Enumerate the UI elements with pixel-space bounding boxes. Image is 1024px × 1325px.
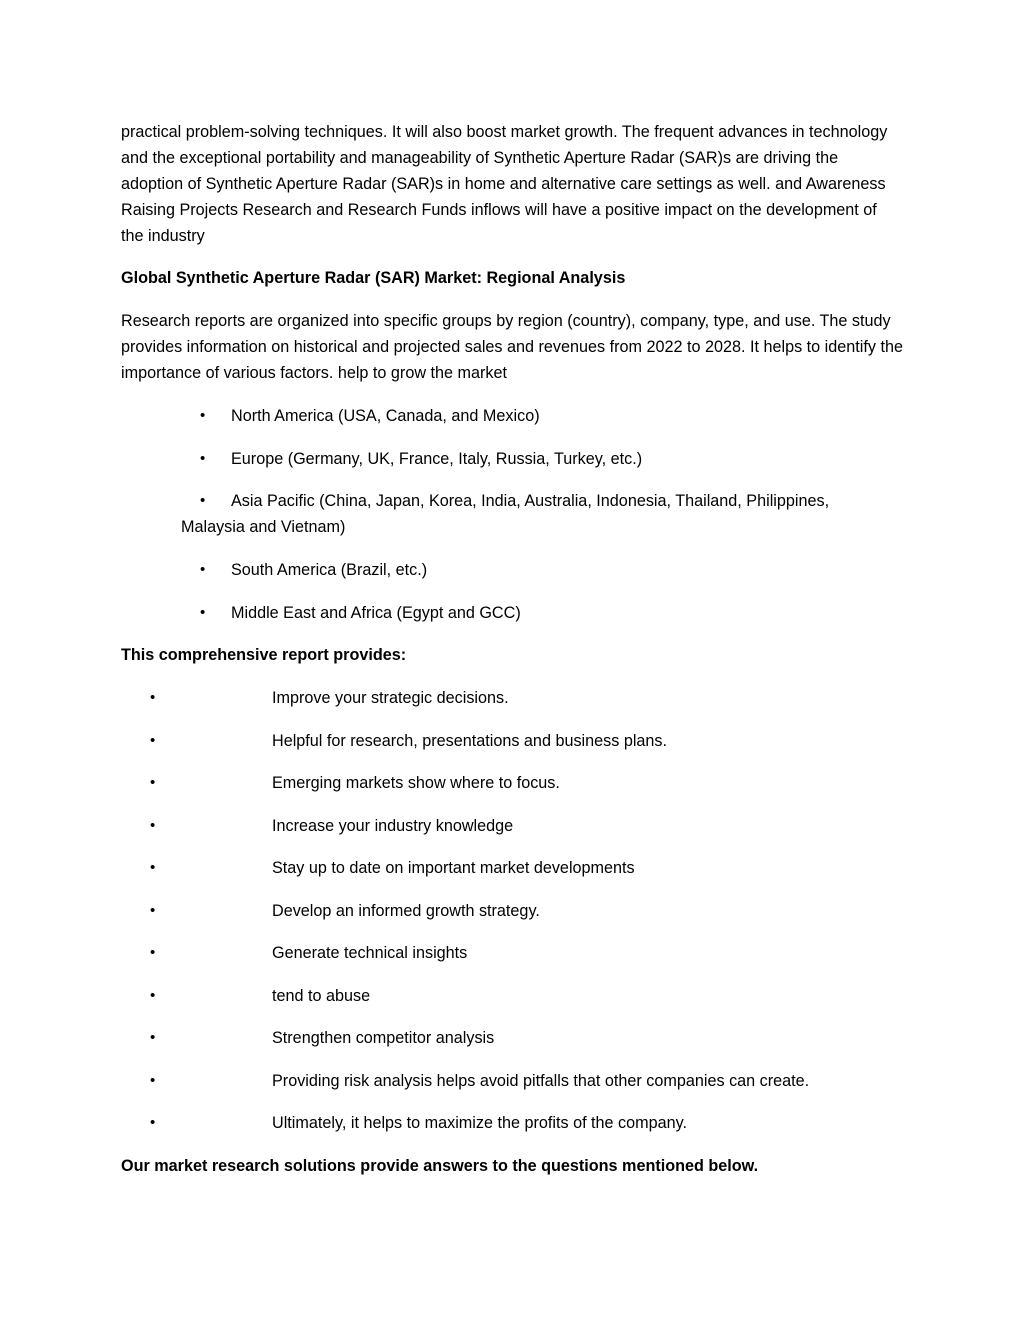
list-item bbox=[121, 685, 911, 711]
list-item bbox=[121, 813, 911, 839]
provides-list bbox=[121, 685, 911, 1136]
list-item bbox=[121, 557, 911, 583]
list-item bbox=[121, 898, 911, 924]
bullet-icon: • bbox=[150, 1114, 156, 1131]
bullet-icon: • bbox=[150, 1071, 156, 1089]
bullet-icon: • bbox=[150, 1029, 156, 1046]
list-item bbox=[121, 983, 911, 1009]
bullet-icon: • bbox=[200, 407, 206, 424]
bullet-icon: • bbox=[150, 774, 156, 791]
bullet-icon: • bbox=[150, 901, 156, 919]
bullet-icon: • bbox=[150, 689, 156, 706]
list-item bbox=[121, 770, 911, 796]
bullet-icon: • bbox=[150, 986, 156, 1004]
regional-analysis-paragraph: Research reports are organized into specific groups by region (country), company, type, and use. The study provides information on historical and projected sales and revenues from 2022 to 2028. It helps to identify the importance of various factors. help to grow the market bbox=[121, 312, 903, 382]
document-page bbox=[121, 119, 911, 1179]
provides-item-label: Improve your strategic decisions. bbox=[272, 689, 509, 707]
list-item bbox=[121, 1110, 911, 1136]
bullet-icon: • bbox=[200, 492, 206, 509]
regional-analysis-heading: Global Synthetic Aperture Radar (SAR) Market: Regional Analysis bbox=[121, 269, 626, 287]
closing-heading: Our market research solutions provide answers to the questions mentioned below. bbox=[121, 1156, 759, 1175]
list-item bbox=[121, 600, 911, 626]
list-item bbox=[121, 1068, 911, 1094]
provides-item-label: Develop an informed growth strategy. bbox=[272, 901, 540, 920]
provides-item-label: Strengthen competitor analysis bbox=[272, 1029, 495, 1047]
provides-item-label: Emerging markets show where to focus. bbox=[272, 774, 560, 792]
region-label: Europe (Germany, UK, France, Italy, Russia, Turkey, etc.) bbox=[231, 450, 643, 468]
region-label: Middle East and Africa (Egypt and GCC) bbox=[231, 604, 521, 622]
provides-item-label: Stay up to date on important market developments bbox=[272, 859, 635, 877]
region-label: North America (USA, Canada, and Mexico) bbox=[231, 407, 540, 425]
provides-item-label: tend to abuse bbox=[272, 986, 371, 1005]
list-item bbox=[121, 488, 851, 540]
region-label: South America (Brazil, etc.) bbox=[231, 561, 428, 579]
bullet-icon: • bbox=[200, 450, 206, 467]
region-label: Asia Pacific (China, Japan, Korea, India, Australia, Indonesia, Thailand, Philippines, Malaysia and Vietnam) bbox=[181, 492, 830, 536]
bullet-icon: • bbox=[200, 604, 206, 621]
bullet-icon: • bbox=[150, 859, 156, 876]
bullet-icon: • bbox=[200, 561, 206, 578]
regions-list bbox=[121, 403, 911, 626]
bullet-icon: • bbox=[150, 731, 156, 749]
provides-item-label: Generate technical insights bbox=[272, 944, 468, 962]
bullet-icon: • bbox=[150, 944, 156, 961]
provides-item-label: Ultimately, it helps to maximize the profits of the company. bbox=[272, 1114, 688, 1132]
list-item bbox=[121, 446, 911, 472]
provides-item-label: Helpful for research, presentations and business plans. bbox=[272, 731, 668, 750]
list-item bbox=[121, 940, 911, 966]
report-provides-heading: This comprehensive report provides: bbox=[121, 646, 407, 664]
list-item bbox=[121, 1025, 911, 1051]
list-item bbox=[121, 728, 911, 754]
list-item bbox=[121, 855, 911, 881]
bullet-icon: • bbox=[150, 816, 156, 834]
provides-item-label: Providing risk analysis helps avoid pitfalls that other companies can create. bbox=[272, 1071, 810, 1090]
intro-paragraph: practical problem-solving techniques. It will also boost market growth. The frequent advances in technology and the exceptional portability and manageability of Synthetic Aperture Radar (SAR)s are driving the adoption of Synthetic Aperture Radar (SAR)s in home and alternative care settings as well. and Awareness Raising Projects Research and Research Funds inflows will have a positive impact on the development of the industry bbox=[121, 123, 888, 245]
list-item bbox=[121, 403, 911, 429]
provides-item-label: Increase your industry knowledge bbox=[272, 816, 514, 835]
